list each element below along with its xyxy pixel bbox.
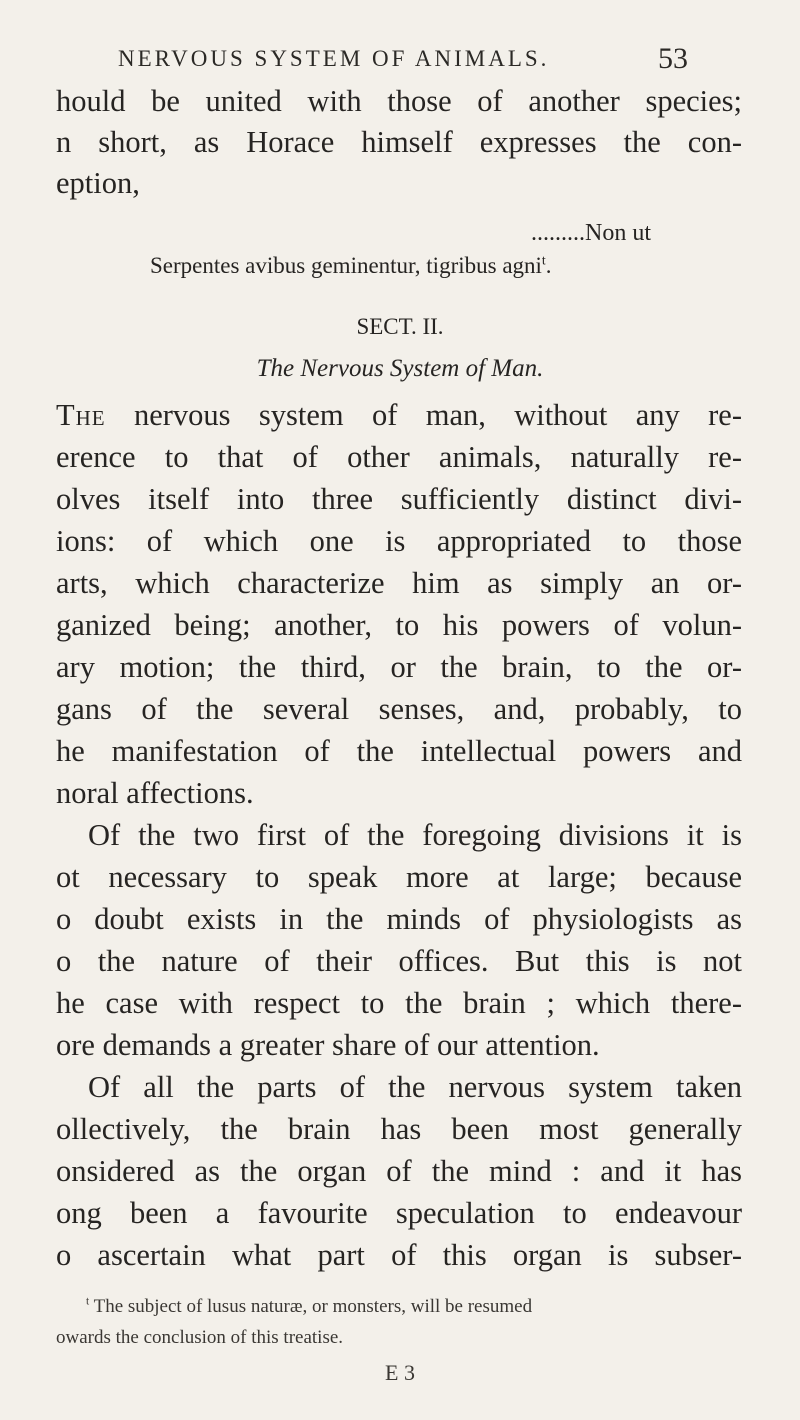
text-line: olves itself into three sufficiently distinct divi- bbox=[56, 482, 742, 516]
text-line: ore demands a greater share of our attention. bbox=[56, 1028, 600, 1062]
signature-mark: E 3 bbox=[385, 1360, 415, 1385]
text-line: ions: of which one is appropriated to those bbox=[56, 524, 742, 558]
section-heading: SECT. II. bbox=[356, 314, 444, 339]
text-line: Of all the parts of the nervous system taken bbox=[88, 1070, 742, 1104]
text-line: o ascertain what part of this organ is subser- bbox=[56, 1238, 742, 1272]
text-line: hould be united with those of another species; bbox=[56, 84, 742, 118]
text-line: gans of the several senses, and, probably, to bbox=[56, 692, 742, 726]
text-line: o doubt exists in the minds of physiologists as bbox=[56, 902, 742, 936]
running-header bbox=[0, 42, 800, 86]
text-line: he case with respect to the brain ; which there- bbox=[56, 986, 742, 1020]
quotation-lead: .........Non ut bbox=[531, 220, 651, 246]
quotation-end: . bbox=[545, 253, 552, 278]
footnote-line bbox=[86, 1297, 532, 1316]
text-line: arts, which characterize him as simply an or- bbox=[56, 566, 742, 600]
text-line: eption, bbox=[56, 166, 140, 200]
text-line: ganized being; another, to his powers of volun- bbox=[56, 608, 742, 642]
text-line: ot necessary to speak more at large; because bbox=[56, 860, 742, 894]
text-line: ollectively, the brain has been most generally bbox=[56, 1112, 742, 1146]
footnote-reference: t bbox=[541, 252, 546, 268]
section-subtitle: The Nervous System of Man. bbox=[256, 355, 544, 382]
running-title: NERVOUS SYSTEM OF ANIMALS. bbox=[118, 46, 550, 71]
text-line: n short, as Horace himself expresses the con- bbox=[56, 125, 742, 159]
text-line: he manifestation of the intellectual powers and bbox=[56, 734, 742, 768]
page-number: 53 bbox=[658, 42, 688, 75]
text-line: Of the two first of the foregoing divisions it is bbox=[88, 818, 742, 852]
text-line: noral affections. bbox=[56, 776, 254, 810]
footnote-line: owards the conclusion of this treatise. bbox=[56, 1327, 344, 1348]
footnote-text: The subject of lusus naturæ, or monsters, will be resumed bbox=[93, 1296, 533, 1317]
quotation-text: Serpentes avibus geminentur, tigribus agni bbox=[150, 253, 542, 278]
initial-word: The bbox=[56, 398, 106, 432]
text-line: o the nature of their offices. But this is not bbox=[56, 944, 742, 978]
quotation-line bbox=[150, 254, 552, 277]
text-line-rest: nervous system of man, without any re- bbox=[105, 398, 742, 432]
text-line: onsidered as the organ of the mind : and it has bbox=[56, 1154, 742, 1188]
text-line: ong been a favourite speculation to endeavour bbox=[56, 1196, 742, 1230]
footnote-mark: t bbox=[86, 1295, 90, 1308]
text-line: erence to that of other animals, naturally re- bbox=[56, 440, 742, 474]
text-line bbox=[56, 400, 742, 431]
text-line: ary motion; the third, or the brain, to the or- bbox=[56, 650, 742, 684]
